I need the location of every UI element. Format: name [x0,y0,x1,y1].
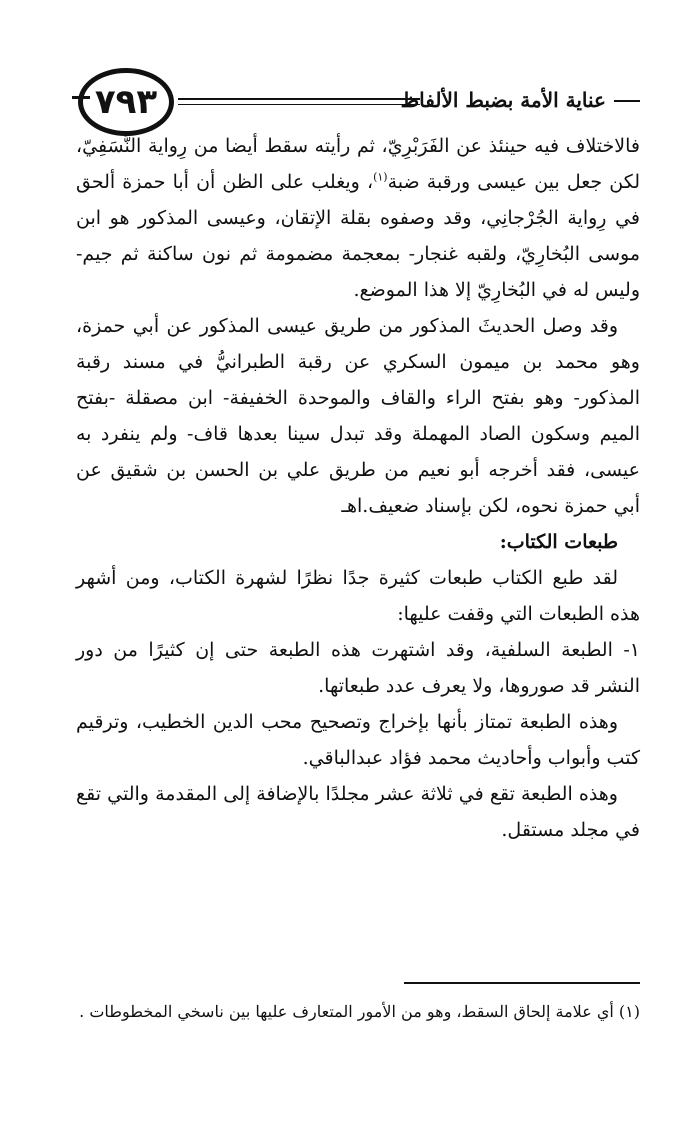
text-line: ١- الطبعة السلفية، وقد اشتهرت هذه الطبعة حتى إن كثيرًا من دور [76,639,640,661]
text-line: النشر قد صوروها، ولا يعرف عدد طبعاتها. [318,675,640,697]
header-rule-thin [178,104,420,105]
header-dash [614,100,640,102]
footnote-reference: (١) [373,170,388,184]
text-line: نحوه، لكن بإسناد ضعيف.اهـ [341,495,559,517]
paragraph-1 [76,128,640,308]
text-line: هذه الطبعات التي وقفت عليها: [397,603,640,625]
text-line: حمزة ألحق في رِواية الجُرْجانِي، وقد وصفوه بقلة الإتقان، وعيسى [76,171,640,229]
paragraph-6 [76,776,640,848]
paragraph-5 [76,704,640,776]
footnote-line: المخطوطات . [79,1002,173,1021]
text-line: وهو محمد بن ميمون السكري عن رقبة الطبرانيُّ في مسند رقبة المذكور- [76,351,640,409]
text-line: وهذه الطبعة تمتاز بأنها بإخراج وتصحيح محب الدين الخطيب، [135,711,618,733]
footnote-line: (١) أي علامة إلحاق السقط، وهو من الأمور المتعارف عليها بين ناسخي [177,1002,640,1021]
paragraph-2 [76,308,640,524]
page-number: ٧٩٣ [94,82,158,122]
page-number-badge [78,68,174,136]
main-text [76,128,640,848]
running-title: عناية الأمة بضبط الألفاظ [400,88,606,112]
text-line: فقد أخرجه أبو نعيم من طريق علي بن الحسن بن شقيق عن أبي حمزة [76,459,640,517]
text-line: ساكنة ثم جيم- وليس له في البُخارِيّ إلا هذا الموضع. [76,243,640,301]
section-heading: طبعات الكتاب: [499,531,618,553]
text-line: ، ويغلب على الظن أن أبا [172,171,374,193]
page-header [78,60,640,120]
paragraph-3 [76,560,640,632]
text-line: وهذه الطبعة تقع في ثلاثة عشر مجلدًا بالإضافة إلى المقدمة والتي [107,783,618,805]
text-line: فالاختلاف فيه حينئذ عن الفَرَبْرِيّ، ثم رأيته سقط أيضا من رِواية [147,135,640,157]
header-left-line [72,96,90,99]
text-line: تقع في مجلد مستقل. [76,783,640,841]
text-line: وسكون الصاد المهملة وقد تبدل سينا بعدها قاف- ولم ينفرد به عيسى، [76,423,640,481]
text-line: لقد طبع الكتاب طبعات كثيرة جدًا نظرًا لشهرة الكتاب، ومن أشهر [76,567,618,589]
text-line: وقد وصل الحديثَ المذكور من طريق عيسى المذكور عن أبي حمزة، [76,315,619,337]
text-line: وترقيم كتب وأبواب وأحاديث محمد فؤاد عبدالباقي. [76,711,640,769]
paragraph-4 [76,632,640,704]
text-line: المذكور هو ابن موسى البُخارِيّ، ولقبه غنجار- بمعجمة مضمومة ثم نون [76,207,641,265]
footnote-separator [404,982,640,984]
text-line: وهو بفتح الراء والقاف والموحدة الخفيفة- ابن مصقلة -بفتح الميم [76,387,640,445]
header-rule [178,98,420,100]
text-line: النَّسَفِيّ، لكن جعل بين عيسى ورقبة ضبة [76,135,640,193]
footnote [76,996,640,1028]
